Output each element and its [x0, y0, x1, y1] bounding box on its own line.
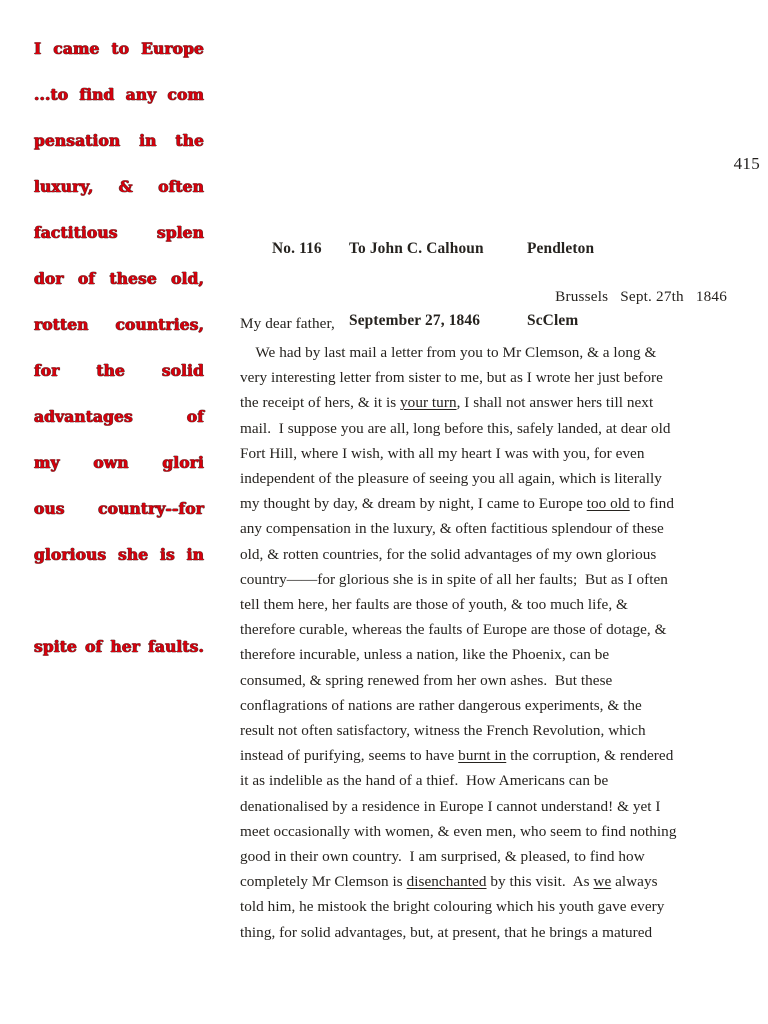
letter-body-line: therefore incurable, unless a nation, like the Phoenix, can be: [240, 646, 610, 664]
letter-body-line: conflagrations of nations are rather dangerous experiments, & the: [240, 696, 642, 714]
letter-body-line: consumed, & spring renewed from her own ashes. But these: [240, 671, 613, 689]
margin-annotation-line: rotten countries,: [34, 315, 204, 334]
letter-body-line: the receipt of hers, & it is your turn, I shall not answer hers till next: [240, 394, 654, 412]
letter-body-line: meet occasionally with women, & even men, who seem to find nothing: [240, 822, 677, 840]
letter-body-line: good in their own country. I am surprised, & pleased, to find how: [240, 848, 645, 866]
letter-body-line: thing, for solid advantages, but, at present, that he brings a matured: [240, 923, 653, 941]
letter-place: Pendleton: [526, 240, 595, 257]
margin-annotation-final-line: spite of her faults.: [34, 637, 204, 656]
margin-annotation-line: glorious she is in: [34, 545, 204, 564]
margin-annotation-line: ...to find any com: [34, 85, 204, 104]
margin-annotation-line: my own glori: [34, 453, 204, 472]
margin-annotation-lines: [34, 26, 204, 578]
underlined-phrase: disenchanted: [406, 873, 487, 891]
letter-body-line: any compensation in the luxury, & often factitious splendour of these: [240, 520, 664, 538]
letter-dateline: Brussels Sept. 27th 1846: [555, 288, 727, 305]
letter-body-line: result not often satisfactory, witness the French Revolution, which: [240, 722, 646, 740]
letter-header-row-1: [240, 213, 762, 285]
margin-annotation-line: pensation in the: [34, 131, 204, 150]
letter-body-line: it as indelible as the hand of a thief. How Americans can be: [240, 772, 609, 790]
letter-body-line: old, & rotten countries, for the solid advantages of my own glorious: [240, 545, 657, 563]
letter-body-line: told him, he mistook the bright colouring which his youth gave every: [240, 898, 665, 916]
underlined-phrase: burnt in: [458, 747, 507, 765]
margin-annotation-line: ous country--for: [34, 499, 204, 518]
margin-annotation-line: factitious splen: [34, 223, 204, 242]
margin-annotation-line: luxury, & often: [34, 177, 204, 196]
margin-annotation-line: I came to Europe: [34, 39, 204, 58]
margin-annotation: [34, 26, 204, 670]
margin-annotation-line: for the solid: [34, 361, 204, 380]
margin-annotation-gap: [34, 578, 204, 624]
letter-recipient: To John C. Calhoun: [348, 240, 484, 257]
letter-body-line: mail. I suppose you are all, long before this, safely landed, at dear old: [240, 419, 671, 437]
underlined-phrase: we: [593, 873, 612, 891]
letter-body-line: We had by last mail a letter from you to Mr Clemson, & a long &: [240, 344, 657, 361]
letter-body-line: my thought by day, & dream by night, I came to Europe too old to find: [240, 495, 674, 513]
letter-body-line: completely Mr Clemson is disenchanted by this visit. As we always: [240, 873, 658, 891]
letter-number: No. 116: [271, 240, 322, 257]
letter-body-line: Fort Hill, where I wish, with all my heart I was with you, for even: [240, 444, 645, 462]
margin-annotation-line: advantages of: [34, 407, 204, 426]
letter-body: [240, 340, 762, 945]
letter-header: [240, 213, 762, 357]
letter-salutation: My dear father,: [240, 315, 335, 332]
underlined-phrase: your turn: [400, 394, 457, 412]
letter-date: September 27, 1846: [348, 312, 481, 329]
letter-body-line: tell them here, her faults are those of youth, & too much life, &: [240, 596, 628, 614]
letter-body-line: therefore curable, whereas the faults of Europe are those of dotage, &: [240, 621, 667, 639]
letter-body-line: instead of purifying, seems to have burnt in the corruption, & rendered: [240, 747, 674, 765]
letter-body-line: very interesting letter from sister to me, but as I wrote her just before: [240, 369, 663, 387]
letter-source: ScClem: [526, 312, 579, 329]
letter-body-line: independent of the pleasure of seeing you all again, which is literally: [240, 470, 662, 488]
underlined-phrase: too old: [586, 495, 630, 513]
page-number: 415: [733, 154, 760, 173]
margin-annotation-line: dor of these old,: [34, 269, 204, 288]
letter-body-line: denationalised by a residence in Europe I cannot understand! & yet I: [240, 797, 661, 815]
letter-body-line: country——for glorious she is in spite of all her faults; But as I often: [240, 570, 668, 588]
